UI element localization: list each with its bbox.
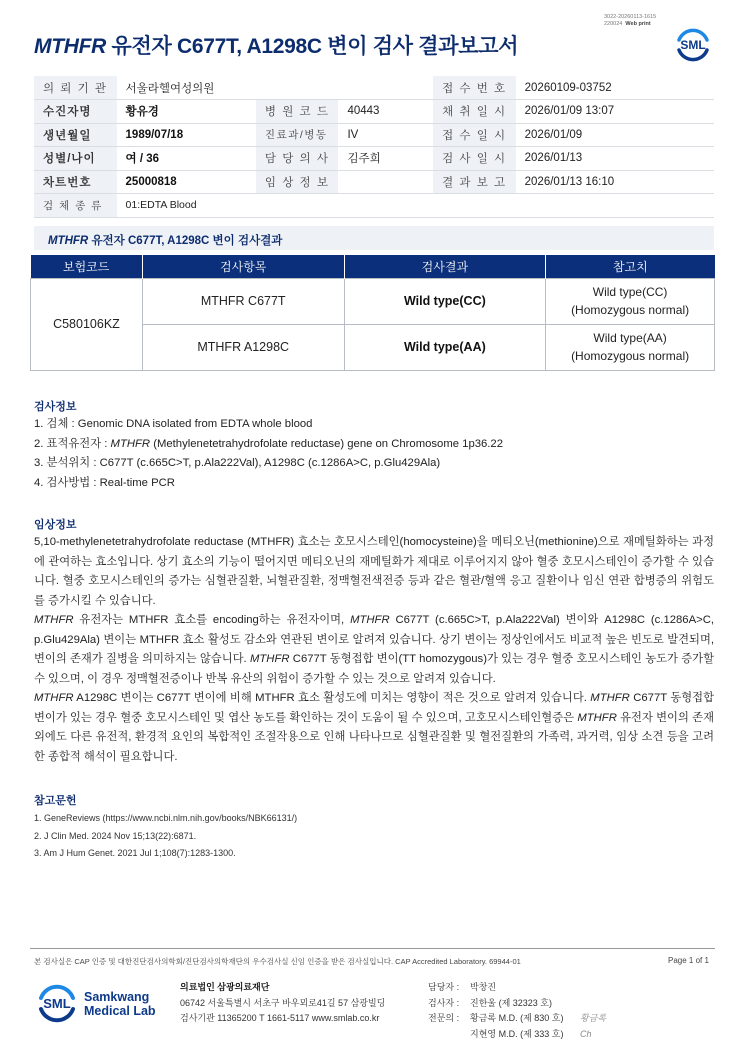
test-item: MTHFR A1298C [142, 324, 344, 370]
references-heading: 참고문헌 [34, 795, 77, 807]
info-row [34, 194, 714, 218]
report-time: 2026/01/13 16:10 [516, 170, 714, 194]
test-info-item: 4. 검사방법 : Real-time PCR [34, 476, 175, 489]
test-date: 2026/01/13 [516, 147, 714, 171]
label-test-date: 검 사 일 시 [433, 147, 516, 171]
receipt-number: 20260109-03752 [516, 76, 714, 100]
clinical-info-text [34, 533, 714, 767]
table-row [31, 278, 715, 324]
label-chart-number: 차트번호 [34, 170, 117, 194]
department: IV [338, 123, 433, 147]
test-info-heading: 검사정보 [34, 401, 77, 413]
reference-value: Wild type(CC) (Homozygous normal) [546, 278, 715, 324]
results-section-title: MTHFR 유전자 C677T, A1298C 변이 검사결과 [34, 226, 714, 250]
test-item: MTHFR C677T [142, 278, 344, 324]
specimen-type: 01:EDTA Blood [117, 194, 714, 218]
references-list [34, 810, 714, 863]
institution-name: 의료법인 삼광의료재단 [180, 982, 270, 992]
patient-info-table [34, 76, 714, 218]
staff-list [428, 980, 563, 1042]
sml-logo-icon [36, 982, 78, 1024]
label-specimen-type: 검 체 종 류 [34, 194, 117, 218]
info-row [34, 76, 714, 100]
staff-row: 전문의 : 황금록 M.D. (제 830 호) [428, 1013, 564, 1023]
clinical-info-value [338, 170, 433, 194]
print-code: 3022-20260113-1615 220024 Web print [604, 14, 657, 27]
test-result: Wild type(CC) [344, 278, 546, 324]
test-result: Wild type(AA) [344, 324, 546, 370]
test-info-list [34, 415, 714, 493]
info-row [34, 147, 714, 171]
requesting-institution: 서울라헬여성의원 [117, 76, 434, 100]
birth-date: 1989/07/18 [117, 123, 256, 147]
sml-logo-icon [674, 26, 712, 62]
label-sex-age: 성별/나이 [34, 147, 117, 171]
clinical-paragraph: 5,10-methylenetetrahydrofolate reductase (MTHFR) 효소는 호모시스테인(homocysteine)을 메티오닌(methionine)으로 재메틸화하는 과정에 관여하는 효소입니다. 상기 효소의 기능이 떨어지면 메티오닌의 재메틸화가 제대로 이루어지지 않아 혈중 호모시스테인이 증가할 수 있습니다. 혈중 호모시스테인의 증가는 심혈관질환, 뇌혈관질환, 정맥혈전색전증 등과 같은 혈관/혈액 응고 질환이나 임신 연관 합병증의 위험도를 증가시킬 수 있습니다. [34, 536, 714, 607]
reference-item: 1. GeneReviews (https://www.ncbi.nlm.nih.gov/books/NBK66131/) [34, 813, 298, 823]
label-doctor: 담 당 의 사 [256, 147, 339, 171]
label-requesting-institution: 의 뢰 기 관 [34, 76, 117, 100]
sex-age: 여 / 36 [117, 147, 256, 171]
label-birth-date: 생년월일 [34, 123, 117, 147]
label-receipt-number: 접 수 번 호 [433, 76, 516, 100]
clinical-info-heading: 임상정보 [34, 519, 77, 531]
label-department: 진료과/병동 [256, 123, 339, 147]
institution-address: 06742 서울특별시 서초구 바우뫼로41길 57 삼광빌딩 [180, 997, 386, 1008]
test-info-item: 1. 검체 : Genomic DNA isolated from EDTA whole blood [34, 418, 313, 430]
col-reference: 참고치 [546, 255, 715, 278]
label-clinical-info: 임 상 정 보 [256, 170, 339, 194]
hospital-code: 40443 [338, 100, 433, 124]
reference-item: 2. J Clin Med. 2024 Nov 15;13(22):6871. [34, 830, 197, 841]
patient-name: 황유경 [117, 100, 256, 124]
label-patient-name: 수진자명 [34, 100, 117, 124]
results-header-row [31, 255, 715, 278]
test-info-item: 3. 분석위치 : C677T (c.665C>T, p.Ala222Val), A1298C (c.1286A>C, p.Glu429Ala) [34, 457, 441, 469]
info-row [34, 170, 714, 194]
signature: 황금록 Ch [580, 1013, 607, 1039]
col-insurance-code: 보험코드 [31, 255, 143, 278]
label-report-time: 결 과 보 고 [433, 170, 516, 194]
test-info-item: 2. 표적유전자 : MTHFR (Methylenetetrahydrofolate reductase) gene on Chromosome 1p36.22 [34, 437, 504, 450]
collection-time: 2026/01/09 13:07 [516, 100, 714, 124]
col-test-item: 검사항목 [142, 255, 344, 278]
report-title: MTHFR 유전자 C677T, A1298C 변이 검사 결과보고서 [34, 35, 519, 58]
staff-row: 검사자 : 진한울 (제 32323 호) [428, 997, 552, 1008]
clinical-paragraph: MTHFR 유전자는 MTHFR 효소를 encoding하는 유전자이며, MTHFR C677T (c.665C>T, p.Ala222Val) 변이와 A1298C (c.1286A>C, p.Glu429Ala) 변이는 MTHFR 효소 활성도 감소와 연관된 변이로 알려져 있습니다. 상기 변이는 정상인에서도 비교적 높은 빈도로 발견되며, 변이의 존재가 질병을 의미하지는 않습니다. MTHFR C677T 동형접합 변이(TT homozygous)가 있는 경우 혈중 호모시스테인 농도가 증가할 수 있으며, 이 경우 정맥혈전증이나 반복 유산의 위험이 증가할 수 있는 것으로 알려져 있습니다. [34, 614, 715, 685]
footer-divider [30, 948, 715, 949]
label-hospital-code: 병 원 코 드 [256, 100, 339, 124]
staff-row: 담당자 : 박창진 [428, 982, 497, 992]
col-test-result: 검사결과 [344, 255, 546, 278]
label-receipt-date: 접 수 일 시 [433, 123, 516, 147]
info-row [34, 123, 714, 147]
doctor: 김주희 [338, 147, 433, 171]
svg-text:SML: SML [680, 38, 706, 52]
insurance-code: C580106KZ [31, 278, 143, 370]
institution-info [180, 980, 385, 1027]
chart-number: 25000818 [117, 170, 256, 194]
reference-item: 3. Am J Hum Genet. 2021 Jul 1;108(7):1283-1300. [34, 848, 236, 858]
svg-text:SML: SML [43, 996, 71, 1011]
page-number: Page 1 of 1 [668, 956, 709, 965]
accreditation-note: 본 검사실은 CAP 인증 및 대한진단검사의학회/진단검사의학재단의 우수검사실 신임 인증을 받은 검사실입니다. CAP Accredited Laboratory. 69944-01 [34, 957, 521, 966]
institution-contact: 검사기관 11365200 T 1661-5117 www.smlab.co.kr [180, 1013, 380, 1023]
clinical-paragraph: MTHFR A1298C 변이는 C677T 변이에 비해 MTHFR 효소 활성도에 미치는 영향이 적은 것으로 알려져 있습니다. MTHFR C677T 동형접합 변이가 있는 경우 혈중 호모시스테인 및 엽산 농도를 확인하는 것이 도움이 될 수 있으며, 고호모시스테인혈증은 MTHFR 유전자 변이의 존재 외에도 다른 유전적, 환경적 요인의 복합적인 조절작용으로 인해 나타나므로 심혈관질환 및 혈전질환의 가족력, 과거력, 임상 소견 등을 고려한 종합적 해석이 필요합니다. [34, 692, 714, 763]
label-collection-time: 채 취 일 시 [433, 100, 516, 124]
lab-name: Samkwang Medical Lab [84, 990, 156, 1018]
info-row [34, 100, 714, 124]
staff-row: 지현영 M.D. (제 333 호) [470, 1028, 564, 1039]
receipt-date: 2026/01/09 [516, 123, 714, 147]
reference-value: Wild type(AA) (Homozygous normal) [546, 324, 715, 370]
results-table [30, 255, 715, 371]
